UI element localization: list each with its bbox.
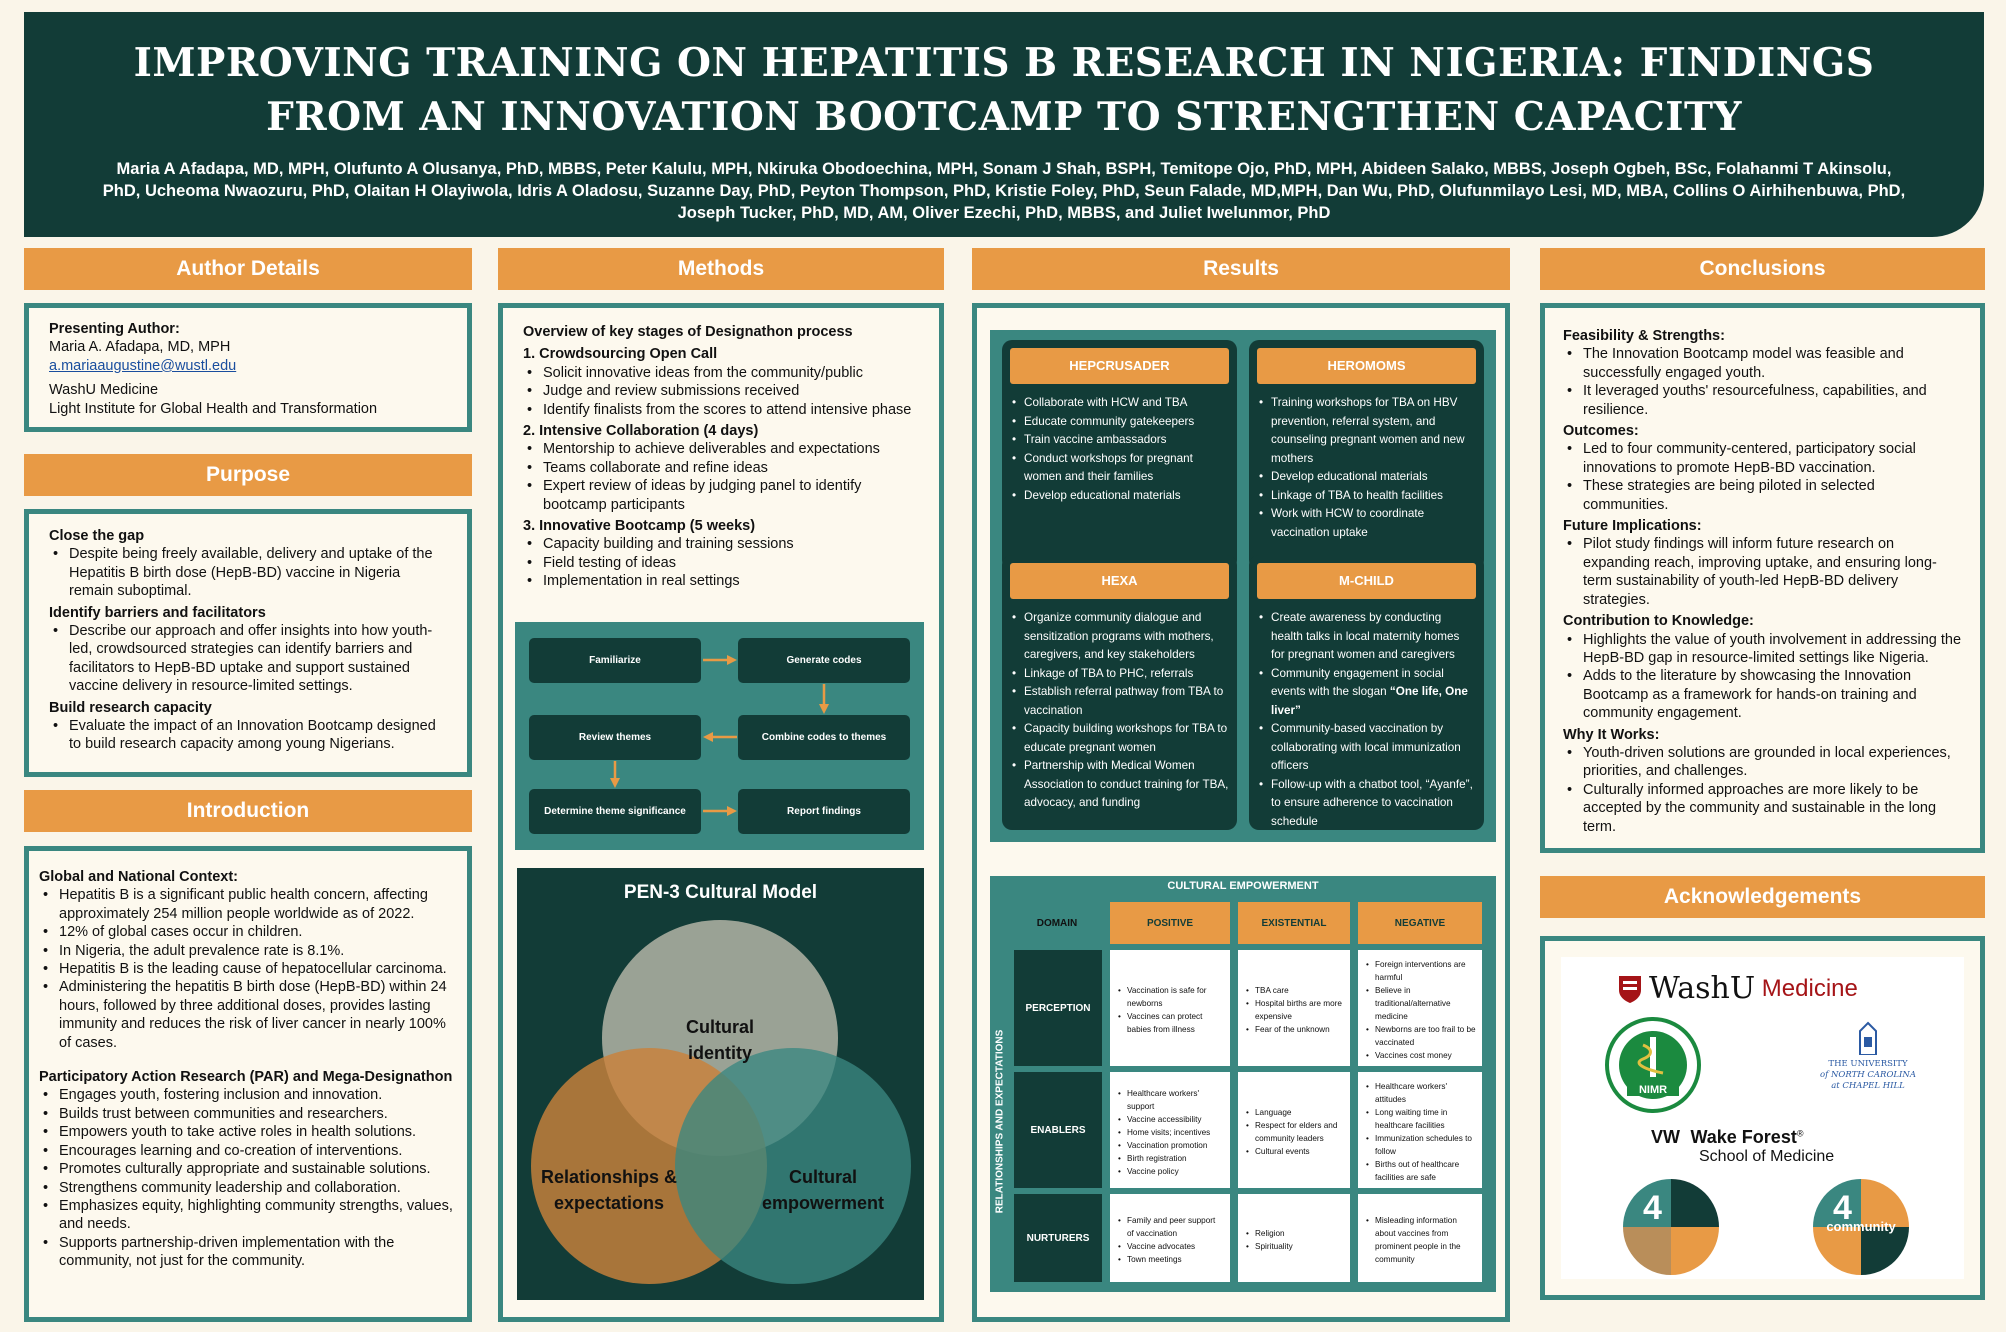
cell-nurturers-negative [1358, 1194, 1482, 1282]
unc-line2: of NORTH CAROLINA [1820, 1070, 1916, 1080]
list-item: • Hepatitis B is the leading cause of hepatocellular carcinoma. [39, 960, 459, 978]
list-item: • Vaccination promotion [1118, 1139, 1224, 1152]
poster-header [24, 12, 1984, 237]
methods-overview: Overview of key stages of Designathon process [523, 324, 853, 340]
org-light-institute: Light Institute for Global Health and Transformation [49, 400, 378, 417]
list-item: • These strategies are being piloted in selected communities. [1563, 477, 1962, 514]
list-item: • Work with HCW to coordinate vaccination uptake [1257, 505, 1476, 542]
list-item: • Mentorship to achieve deliverables and expectations [523, 440, 919, 458]
flow-generate-codes: Generate codes [738, 638, 910, 683]
presenting-author-name: Maria A. Afadapa, MD, MPH [49, 339, 231, 356]
list-item: • Develop educational materials [1257, 468, 1476, 487]
org-washu: WashU Medicine [49, 382, 159, 399]
cell-enablers-existential [1238, 1072, 1350, 1188]
list-item: • Capacity building and training sessions [523, 535, 919, 553]
list-item: • 12% of global cases occur in children. [39, 923, 459, 941]
cell-nurturers-positive [1110, 1194, 1230, 1282]
pen3-title: PEN-3 Cultural Model [623, 882, 818, 903]
card-title: HEXA [1010, 563, 1229, 599]
svg-text:4: 4 [1643, 1189, 1662, 1227]
list-item: • Religion [1246, 1227, 1293, 1240]
list-item: • Identify finalists from the scores to attend intensive phase [523, 401, 919, 419]
purpose-heading: Purpose [24, 454, 472, 496]
innovation-cards [990, 330, 1496, 842]
list-item: • In Nigeria, the adult prevalence rate is 8.1%. [39, 942, 459, 960]
list-item: • Empowers youth to take active roles in health solutions. [39, 1123, 459, 1141]
pen3-emp-line2: empowerment [761, 1193, 885, 1213]
table-negative-header: NEGATIVE [1358, 902, 1482, 944]
list-item: • Healthcare workers' attitudes [1366, 1080, 1476, 1106]
methods-heading: Methods [498, 248, 944, 290]
list-item: • Solicit innovative ideas from the community/public [523, 364, 919, 382]
pen3-emp-line1: Cultural [788, 1167, 857, 1187]
list-item: • Believe in traditional/alternative medicine [1366, 984, 1476, 1023]
stage-1-title: 1. Crowdsourcing Open Call [523, 346, 718, 363]
list-item: • Capacity building workshops for TBA to educate pregnant women [1010, 720, 1229, 757]
list-item: • Vaccination is safe for newborns [1118, 984, 1224, 1010]
intro-par: Participatory Action Research (PAR) and Mega-Designathon [39, 1069, 453, 1086]
cell-enablers-positive [1110, 1072, 1230, 1188]
list-item: • Encourages learning and co-creation of interventions. [39, 1142, 459, 1160]
card-title: HEROMOMS [1257, 348, 1476, 384]
list-item: • Adds to the literature by showcasing the Innovation Bootcamp as a framework for hands-on training and community engagement. [1563, 667, 1962, 722]
pen3-identity-line2: identity [687, 1043, 752, 1063]
cell-perception-positive [1110, 950, 1230, 1066]
pen3-model [517, 868, 924, 1300]
pen3-label-relationships [519, 1164, 699, 1216]
cell-enablers-negative [1358, 1072, 1482, 1188]
list-item: • Supports partnership-driven implementation with the community, not just for the community. [39, 1234, 459, 1271]
concl-outcomes: Outcomes: [1563, 423, 1639, 440]
list-item: • Partnership with Medical Women Association to conduct training for TBA, advocacy, and funding [1010, 757, 1229, 813]
logo-panel [1561, 957, 1964, 1279]
intro-par-list [39, 1086, 459, 1270]
list-item: • Linkage of TBA to health facilities [1257, 487, 1476, 506]
cell-perception-negative [1358, 950, 1482, 1066]
list-item: • It leveraged youths' resourcefulness, capabilities, and resilience. [1563, 382, 1962, 419]
unc-logo [1803, 1021, 1933, 1092]
pen3-label-empowerment [735, 1164, 911, 1216]
cell-perception-existential [1238, 950, 1350, 1066]
cultural-empowerment-table [990, 876, 1496, 1292]
acknowledgements-box [1540, 936, 1985, 1300]
conclusions-heading: Conclusions [1540, 248, 1985, 290]
table-side-label: RELATIONSHIPS AND EXPECTATIONS [994, 1029, 1006, 1214]
list-item: • Develop educational materials [1010, 487, 1229, 506]
list-item: • Spirituality [1246, 1240, 1293, 1253]
list-item: • Newborns are too frail to be vaccinated [1366, 1023, 1476, 1049]
title-line-2: FROM AN INNOVATION BOOTCAMP TO STRENGTHEN CAPACITY [266, 94, 1742, 140]
svg-text:4: 4 [1833, 1189, 1852, 1227]
title-line-1: IMPROVING TRAINING ON HEPATITIS B RESEARCH IN NIGERIA: FINDINGS [133, 40, 1875, 86]
analysis-flow-diagram [515, 622, 924, 850]
list-item: • Births out of healthcare facilities are safe [1366, 1158, 1476, 1184]
row-enablers: ENABLERS [1014, 1072, 1102, 1188]
card-title: M-CHILD [1257, 563, 1476, 599]
pen3-venn [517, 868, 924, 1300]
pen3-rel-line1: Relationships & [540, 1167, 678, 1187]
author-details-box [24, 303, 472, 432]
flow-determine-significance: Determine theme significance [529, 789, 701, 834]
list-item: • Highlights the value of youth involvement in addressing the HepB-BD gap in resource-limited settings like Nigeria. [1563, 631, 1962, 668]
list-item: • Expert review of ideas by judging panel to identify bootcamp participants [523, 477, 919, 514]
community-text: community [1826, 1219, 1896, 1234]
row-nurturers: NURTURERS [1014, 1194, 1102, 1282]
card-hepcrusader [1002, 340, 1237, 570]
pen3-identity-line1: Cultural [685, 1017, 754, 1037]
list-item: • Vaccines can protect babies from illness [1118, 1010, 1224, 1036]
introduction-box [24, 846, 472, 1322]
table-positive-header: POSITIVE [1110, 902, 1230, 944]
list-item: • Judge and review submissions received [523, 382, 919, 400]
pen3-rel-line2: expectations [553, 1193, 665, 1213]
table-title: CULTURAL EMPOWERMENT [1167, 880, 1319, 892]
purpose-box [24, 509, 472, 777]
washu-text: WashU [1649, 971, 1756, 1006]
flow-familiarize: Familiarize [529, 638, 701, 683]
cell-nurturers-existential [1238, 1194, 1350, 1282]
list-item: • Describe our approach and offer insights into how youth-led, crowdsourced strategies can identify barriers and facilitators to HepB-BD uptake and support sustained vaccine delivery in resource-limited settings. [49, 622, 447, 696]
wf-mark-icon: VW [1651, 1127, 1680, 1147]
list-item: • Home visits; incentives [1118, 1126, 1224, 1139]
wf-registered: ® [1796, 1128, 1804, 1139]
results-heading: Results [972, 248, 1510, 290]
slogan-text: “One life, One liver” [1271, 685, 1468, 717]
list-item: • Teams collaborate and refine ideas [523, 459, 919, 477]
list-item: • Healthcare workers' support [1118, 1087, 1224, 1113]
stage-3-title: 3. Innovative Bootcamp (5 weeks) [523, 518, 756, 535]
author-details-heading: Author Details [24, 248, 472, 290]
list-item: • Cultural events [1246, 1145, 1344, 1158]
4-community-logo-left [1621, 1177, 1721, 1277]
list-item: • Pilot study findings will inform future research on expanding reach, improving uptake, and ensuring long-term sustainability of youth-led HepB-BD delivery strategies. [1563, 535, 1962, 609]
list-item: • Evaluate the impact of an Innovation Bootcamp designed to build research capacity among young Nigerians. [49, 717, 447, 754]
unc-bell-tower-icon [1853, 1021, 1883, 1055]
list-item: • Follow-up with a chatbot tool, “Ayanfe”, to ensure adherence to vaccination schedule [1257, 776, 1476, 832]
concl-feasibility: Feasibility & Strengths: [1563, 328, 1725, 344]
list-item: • Implementation in real settings [523, 572, 919, 590]
list-item: • Educate community gatekeepers [1010, 413, 1229, 432]
list-item: • Engages youth, fostering inclusion and innovation. [39, 1086, 459, 1104]
intro-context-list [39, 886, 459, 1052]
table-existential-header: EXISTENTIAL [1238, 902, 1350, 944]
list-item: • Birth registration [1118, 1152, 1224, 1165]
card-hexa [1002, 555, 1237, 830]
list-item: • Linkage of TBA to PHC, referrals [1010, 665, 1229, 684]
purpose-barriers: Identify barriers and facilitators [49, 604, 266, 621]
list-item: • Language [1246, 1106, 1344, 1119]
list-item: • Culturally informed approaches are more likely to be accepted by the community and sustainable in the long term. [1563, 781, 1962, 836]
list-item: • Builds trust between communities and researchers. [39, 1105, 459, 1123]
list-item: • Town meetings [1118, 1253, 1224, 1266]
stage-2-title: 2. Intensive Collaboration (4 days) [523, 423, 759, 440]
slogan-intro: Community engagement in social events with the slogan [1271, 666, 1444, 698]
list-item: • Foreign interventions are harmful [1366, 958, 1476, 984]
author-list: Maria A Afadapa, MD, MPH, Olufunto A Olusanya, PhD, MBBS, Peter Kalulu, MPH, Nkiruka Obodoechina, MPH, Sonam J Shah, BSPH, Temitope Ojo, PhD, MPH, Abideen Salako, MBBS, Joseph Ogbeh, BSc, Folahanmi T Akinsolu, PhD, Ucheoma Nwaozuru, PhD, Olaitan H Olayiwola, Idris A Oladosu, Suzanne Day, PhD, Peyton Thompson, PhD, Kristie Foley, PhD, Seun Falade, MD,MPH, Dan Wu, PhD, Olufunmilayo Lesi, MD, MBA, Collins O Airhihenbuwa, PhD, Joseph Tucker, PhD, MD, AM, Oliver Ezechi, PhD, MBBS, and Juliet Iwelunmor, PhD [102, 160, 1906, 222]
list-item [1257, 665, 1476, 721]
concl-future: Future Implications: [1563, 518, 1702, 535]
unc-line3: at CHAPEL HILL [1831, 1081, 1905, 1091]
row-perception: PERCEPTION [1014, 950, 1102, 1066]
washu-medicine-logo [1617, 971, 1858, 1006]
pen3-label-identity [637, 1014, 803, 1066]
flow-report-findings: Report findings [738, 789, 910, 834]
card-heromoms [1249, 340, 1484, 570]
purpose-close-gap: Close the gap [49, 528, 145, 544]
list-item: • Despite being freely available, delivery and uptake of the Hepatitis B birth dose (HepB-BD) vaccine in Nigeria remain suboptimal. [49, 545, 447, 600]
wake-forest-logo [1651, 1127, 1834, 1166]
flow-combine-codes: Combine codes to themes [738, 715, 910, 760]
unc-line1: THE UNIVERSITY [1828, 1059, 1908, 1069]
wf-text: Wake Forest [1690, 1127, 1797, 1147]
list-item: • Led to four community-centered, participatory social innovations to promote HepB-BD vaccination. [1563, 440, 1962, 477]
list-item: • Youth-driven solutions are grounded in local experiences, priorities, and challenges. [1563, 744, 1962, 781]
introduction-heading: Introduction [24, 790, 472, 832]
card-title: HEPCRUSADER [1010, 348, 1229, 384]
list-item: • Collaborate with HCW and TBA [1010, 394, 1229, 413]
nimr-logo [1603, 1015, 1703, 1115]
list-item: • Emphasizes equity, highlighting community strengths, values, and needs. [39, 1197, 459, 1234]
purpose-capacity: Build research capacity [49, 699, 212, 716]
list-item: • Hepatitis B is a significant public health concern, affecting approximately 254 million people worldwide as of 2022. [39, 886, 459, 923]
list-item: • Vaccine accessibility [1118, 1113, 1224, 1126]
list-item: • Create awareness by conducting health talks in local maternity homes for pregnant women and caregivers [1257, 609, 1476, 665]
list-item: • Conduct workshops for pregnant women and their families [1010, 450, 1229, 487]
intro-global-context: Global and National Context: [39, 869, 238, 885]
list-item: • Vaccine advocates [1118, 1240, 1224, 1253]
list-item: • Train vaccine ambassadors [1010, 431, 1229, 450]
list-item: • Field testing of ideas [523, 554, 919, 572]
list-item: • Vaccines cost money [1366, 1049, 1476, 1062]
list-item: • Family and peer support of vaccination [1118, 1214, 1224, 1240]
wf-school-text: School of Medicine [1699, 1148, 1835, 1165]
list-item: • Organize community dialogue and sensitization programs with mothers, caregivers, and key stakeholders [1010, 609, 1229, 665]
card-m-child [1249, 555, 1484, 830]
flow-review-themes: Review themes [529, 715, 701, 760]
list-item: • Strengthens community leadership and collaboration. [39, 1179, 459, 1197]
list-item: • Training workshops for TBA on HBV prevention, referral system, and counseling pregnant women and new mothers [1257, 394, 1476, 468]
list-item: • Community-based vaccination by collaborating with local immunization officers [1257, 720, 1476, 776]
conclusions-box [1540, 303, 1985, 853]
list-item: • Immunization schedules to follow [1366, 1132, 1476, 1158]
list-item: • Respect for elders and community leaders [1246, 1119, 1344, 1145]
list-item: • Misleading information about vaccines from prominent people in the community [1366, 1214, 1476, 1266]
acknowledgements-heading: Acknowledgements [1540, 876, 1985, 918]
author-email-link[interactable]: a.mariaaugustine@wustl.edu [49, 357, 237, 374]
list-item: • TBA care [1246, 984, 1344, 997]
table-domain-header: DOMAIN [1036, 917, 1078, 929]
list-item: • Vaccine policy [1118, 1165, 1224, 1178]
medicine-text: Medicine [1755, 974, 1858, 1002]
list-item: • Fear of the unknown [1246, 1023, 1344, 1036]
list-item: • Long waiting time in healthcare facilities [1366, 1106, 1476, 1132]
nimr-text: NIMR [1627, 1084, 1679, 1096]
list-item: • Hospital births are more expensive [1246, 997, 1344, 1023]
poster-title [24, 12, 1984, 144]
list-item: • Administering the hepatitis B birth dose (HepB-BD) within 24 hours, followed by three additional doses, provides lasting immunity and reduces the risk of liver cancer in nearly 100% of cases. [39, 978, 459, 1052]
washu-shield-icon [1617, 974, 1643, 1004]
list-item: • Establish referral pathway from TBA to vaccination [1010, 683, 1229, 720]
concl-contribution: Contribution to Knowledge: [1563, 613, 1754, 630]
list-item: • The Innovation Bootcamp model was feasible and successfully engaged youth. [1563, 345, 1962, 382]
concl-why: Why It Works: [1563, 726, 1660, 743]
list-item: • Promotes culturally appropriate and sustainable solutions. [39, 1160, 459, 1178]
presenting-author-label: Presenting Author: [49, 321, 180, 337]
